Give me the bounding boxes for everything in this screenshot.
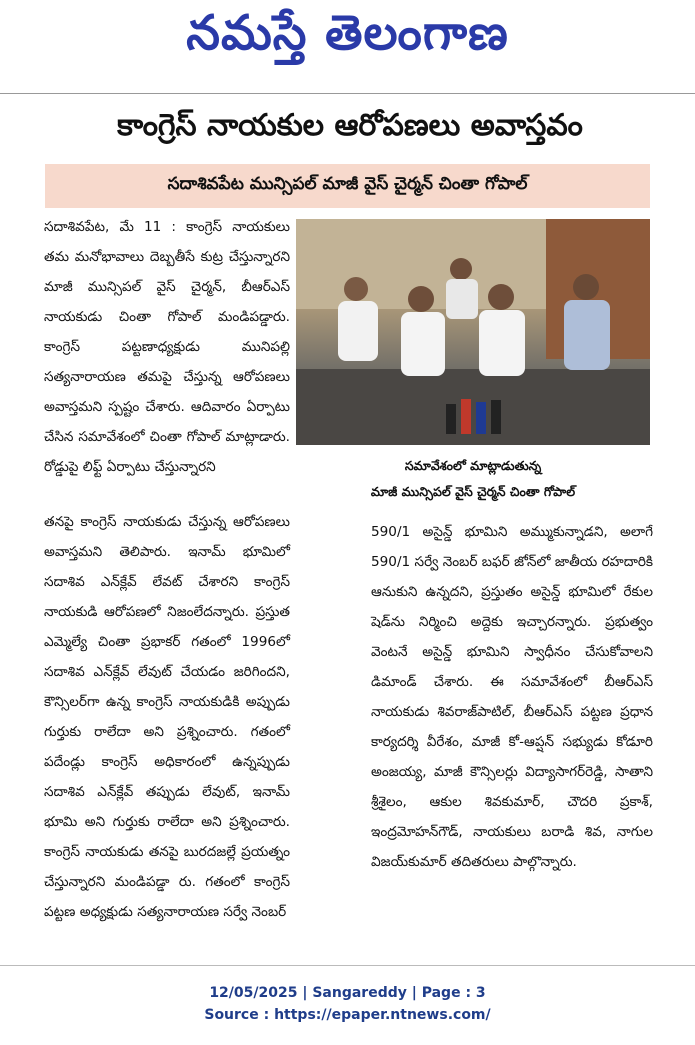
press-meet-photo-icon [296, 219, 650, 445]
article-body-left: సదాశివపేట, మే 11 : కాంగ్రెస్ నాయకులు తమ మనోభావాలు దెబ్బతీసే కుట్ర చేస్తున్నారని మాజీ మున్సిపల్ వైస్ చైర్మన్, బీఆర్ఎస్ నాయకుడు చింతా గోపాల్ మండిపడ్డారు. కాంగ్రెస్ పట్టణాధ్యక్షుడు మునిపల్లి సత్యనారాయణ తమపై చేస్తున్న ఆరోపణలు అవాస్తమని స్పష్టం చేశారు. ఆదివారం ఏర్పాటు చేసిన సమావేశంలో చింతా గోపాల్ మాట్లాడారు. రోడ్డుపై లిఫ్ట్ ఏర్పాటు చేస్తున్నారని [44, 219, 290, 475]
article-subheadline: సదాశివపేట మున్సిపల్ మాజీ వైస్ చైర్మన్ చింతా గోపాల్ [45, 164, 650, 208]
article-column-left-continued [44, 507, 290, 927]
footer-source-link[interactable]: Source : https://epaper.ntnews.com/ [204, 1007, 491, 1023]
article-photo [296, 219, 650, 445]
photo-caption-line-2: మాజీ మున్సిపల్ వైస్ చైర్మన్ చింతా గోపాల్ [370, 484, 576, 499]
article-column-left [44, 212, 290, 482]
footer-date-line: 12/05/2025 | Sangareddy | Page : 3 [209, 985, 486, 1001]
masthead-divider [0, 93, 695, 94]
footer [0, 982, 695, 1026]
article-body-right: 590/1 అసైన్డ్ భూమిని అమ్ముకున్నాడని, అలాగే 590/1 సర్వే నెంబర్ బఫర్ జోన్‌లో జాతీయ రహదారికి ఆనుకుని ఉన్నదని, ప్రస్తుతం అసైన్డ్ భూమిలో రేకుల షెడ్‌ను నిర్మించి అద్దెకు ఇచ్చారన్నారు. ప్రభుత్వం వెంటనే అసైన్డ్ భూమిని స్వాధీనం చేసుకోవాలని డిమాండ్ చేశారు. ఈ సమావేశంలో బీఆర్ఎస్ నాయకుడు శివరాజ్‌పాటిల్, బీఆర్ఎస్ పట్టణ ప్రధాన కార్యదర్శి వీరేశం, మాజీ కో-ఆప్షన్ సభ్యుడు కోడూరి అంజయ్య, మాజీ కౌన్సిలర్లు విద్యాసాగర్‌రెడ్డి, సాతాని శ్రీశైలం, ఆకుల శివకుమార్, చౌదరి ప్రకాశ్, ఇంద్రమోహన్‌గౌడ్, నాయకులు బరాడి శివ, నాగుల విజయ్‌కుమార్ తదితరులు పాల్గొన్నారు. [371, 524, 653, 870]
footer-divider [0, 965, 695, 966]
article-column-right [371, 517, 653, 877]
article-headline: కాంగ్రెస్ నాయకుల ఆరోపణలు అవాస్తవం [117, 108, 583, 143]
article-body-left-continued: తనపై కాంగ్రెస్ నాయకుడు చేస్తున్న ఆరోపణలు అవాస్తమని తెలిపారు. ఇనామ్ భూమిలో సదాశివ ఎన్‌క్లేవ్ లేవట్ చేశారని కాంగ్రెస్ నాయకుడి ఆరోపణలో నిజంలేదన్నారు. ప్రస్తుత ఎమ్మెల్యే చింతా ప్రభాకర్ గతంలో 1996లో సదాశివ ఎన్‌క్లేవ్ లేవుట్ చేయడం జరిగిందని, కౌన్సిలర్‌గా ఉన్న కాంగ్రెస్ నాయకుడికి అప్పుడు గుర్తుకు రాలేదా అని ప్రశ్నించారు. గతంలో పదేండ్లు కాంగ్రెస్ అధికారంలో ఉన్నప్పుడు సదాశివ ఎన్‌క్లేవ్ తప్పుడు లేవుట్, ఇనామ్ భూమి అని గుర్తుకు రాలేదా అని ప్రశ్నించారు. కాంగ్రెస్ నాయకుడు తనపై బురదజల్లే ప్రయత్నం చేస్తున్నారని మండిపడ్డా రు. గతంలో కాంగ్రెస్ పట్టణ అధ్యక్షుడు సత్యనారాయణ సర్వే నెంబర్ [44, 514, 290, 920]
masthead-title: నమస్తే తెలంగాణ [186, 5, 509, 61]
photo-caption-line-1: సమావేశంలో మాట్లాడుతున్న [404, 458, 542, 473]
photo-caption [296, 450, 650, 508]
